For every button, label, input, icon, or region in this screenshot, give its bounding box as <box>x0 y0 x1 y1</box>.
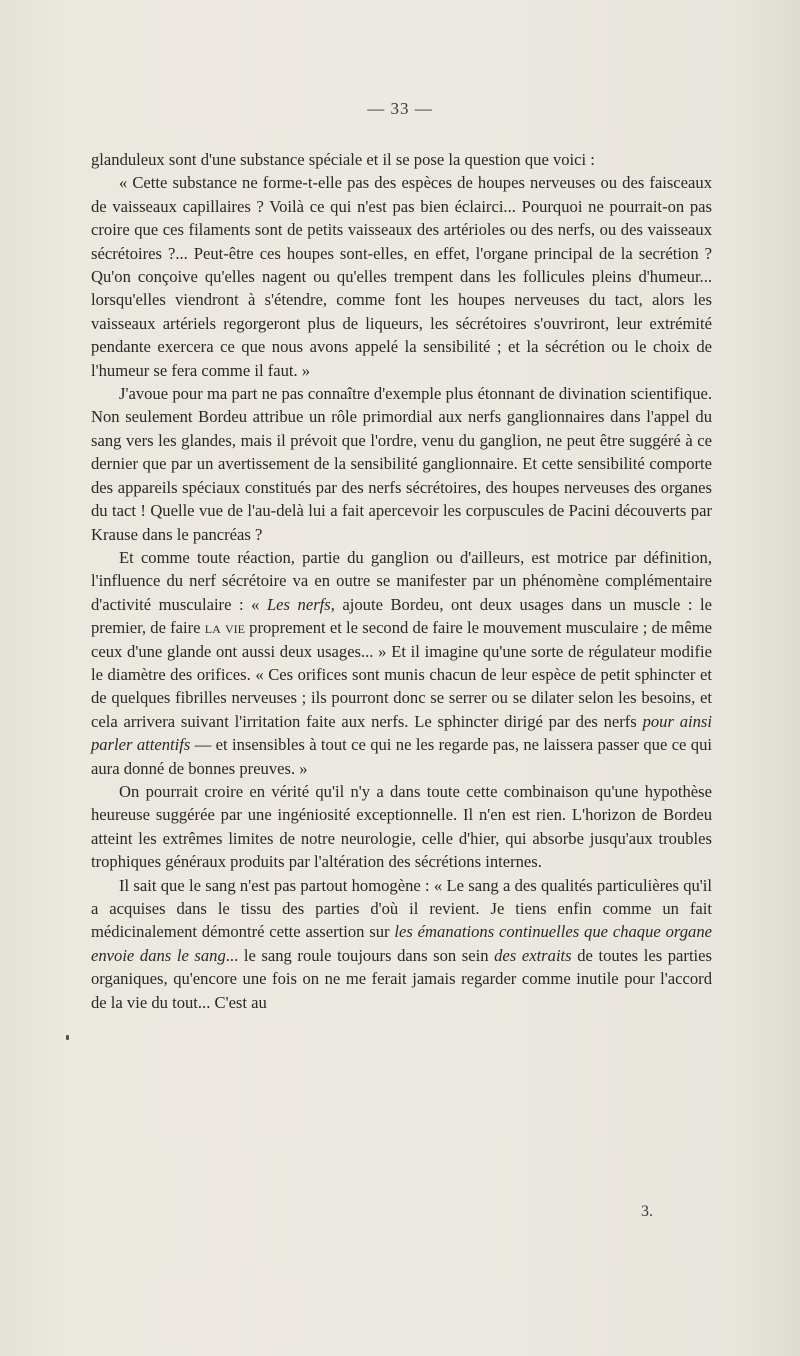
text-run: proprement et le second de faire le mouvement musculaire ; de même ceux d'une glande ont aussi deux usages... » Et il imagine qu'une sorte de régulateur modifie le diamètre des orifices. « Ces orifices sont munis chacun de leur espèce de petit sphincter et de quelques fibrilles nerveuses ; ils pourront donc se serrer ou se dilater selon les besoins, et cela arrivera suivant l'irritation faite aux nerfs. Le sphincter dirigé par des nerfs <box>91 618 712 731</box>
text-run: Il sait que le sang n'est pas partout homogène : « Le sang a des qualités particulières qu'il a acquises dans le tissu des parties d'où il revient. Je tiens enfin comme un fait médicinalement démontré cette assertion sur <box>91 875 712 942</box>
text-run: de toutes les parties organiques, qu'encore une fois on ne me ferait jamais regarder comme inutile pour l'accord de la vie du tout... C'est au <box>91 945 712 1012</box>
small-caps-text: la vie <box>204 618 245 638</box>
signature-mark: 3. <box>641 1203 653 1220</box>
page-number: — 33 — <box>367 99 433 118</box>
paragraph <box>91 171 712 382</box>
body-text <box>91 148 712 1014</box>
text-run: , ajoute Bordeu, ont deux usages dans un muscle : le premier, de faire <box>91 594 713 638</box>
text-run: « Cette substance ne forme-t-elle pas des espèces de houpes nerveuses ou des faisceaux de vaisseaux capillaires ? Voilà ce qui n'est pas bien éclairci... Pourquoi ne pourrait-on pas croire que ces filaments sont de petits vaisseaux des artérioles ou des nerfs, ou des vaisseaux sécrétoires ?... Peut-être ces houpes sont-elles, en effet, l'organe principal de la secrétion ? Qu'on conçoive qu'elles nagent ou qu'elles trempent dans les follicules pleins d'humeur... lorsqu'elles viendront à s'étendre, comme font les houpes nerveuses du tact, alors les vaisseaux artériels regorgeront plus de liqueurs, les sécrétoires s'ouvriront, leur extrémité pendante exercera ce que nous avons appelé la sensibilité ; et la sécrétion ou le choix de l'humeur se fera comme il faut. » <box>91 173 712 380</box>
italic-text: des extraits <box>494 945 572 965</box>
text-run: glanduleux sont d'une substance spéciale et il se pose la question que voici : <box>91 150 595 169</box>
text-run: — et insensibles à tout ce qui ne les regarde pas, ne laissera passer que ce qui aura donné de bonnes preuves. » <box>91 735 712 778</box>
text-run: J'avoue pour ma part ne pas connaître d'exemple plus étonnant de divination scientifique. Non seulement Bordeu attribue un rôle primordial aux nerfs ganglionnaires dans l'appel du sang vers les glandes, mais il prévoit que l'ordre, venu du ganglion, ne peut être suggéré à ce dernier que par un avertissement de la sensibilité ganglionnaire. Et cette sensibilité comporte des appareils spéciaux constitués par des nerfs sécrétoires, des houpes nerveuses des organes du tact ! Quelle vue de l'au-delà lui a fait apercevoir les corpuscules de Pacini découverts par Krause dans le pancréas ? <box>91 384 712 544</box>
text-run: Et comme toute réaction, partie du ganglion ou d'ailleurs, est motrice par définition, l'influence du nerf sécrétoire va en outre se manifester par un phénomène complémentaire d'activité musculaire : « <box>91 547 712 614</box>
margin-mark <box>66 1035 69 1040</box>
italic-text: Les nerfs <box>266 594 331 614</box>
italic-text: les émanations continuelles que chaque organe envoie dans le sang <box>91 922 712 965</box>
paragraph <box>91 148 712 171</box>
text-run: On pourrait croire en vérité qu'il n'y a dans toute cette combinaison qu'une hypothèse heureuse suggérée par une ingéniosité exceptionnelle. Il n'en est rien. L'horizon de Bordeu atteint les extrêmes limites de notre neurologie, celle d'hier, qui absorbe jusqu'aux troubles trophiques généraux produits par l'altération des sécrétions internes. <box>91 781 712 872</box>
text-run: ... le sang roule toujours dans son sein <box>225 945 495 965</box>
paragraph <box>91 874 712 1014</box>
paragraph <box>91 382 712 546</box>
paragraph <box>91 780 712 874</box>
italic-text: pour ainsi parler attentifs <box>91 711 712 755</box>
paragraph <box>91 546 712 780</box>
